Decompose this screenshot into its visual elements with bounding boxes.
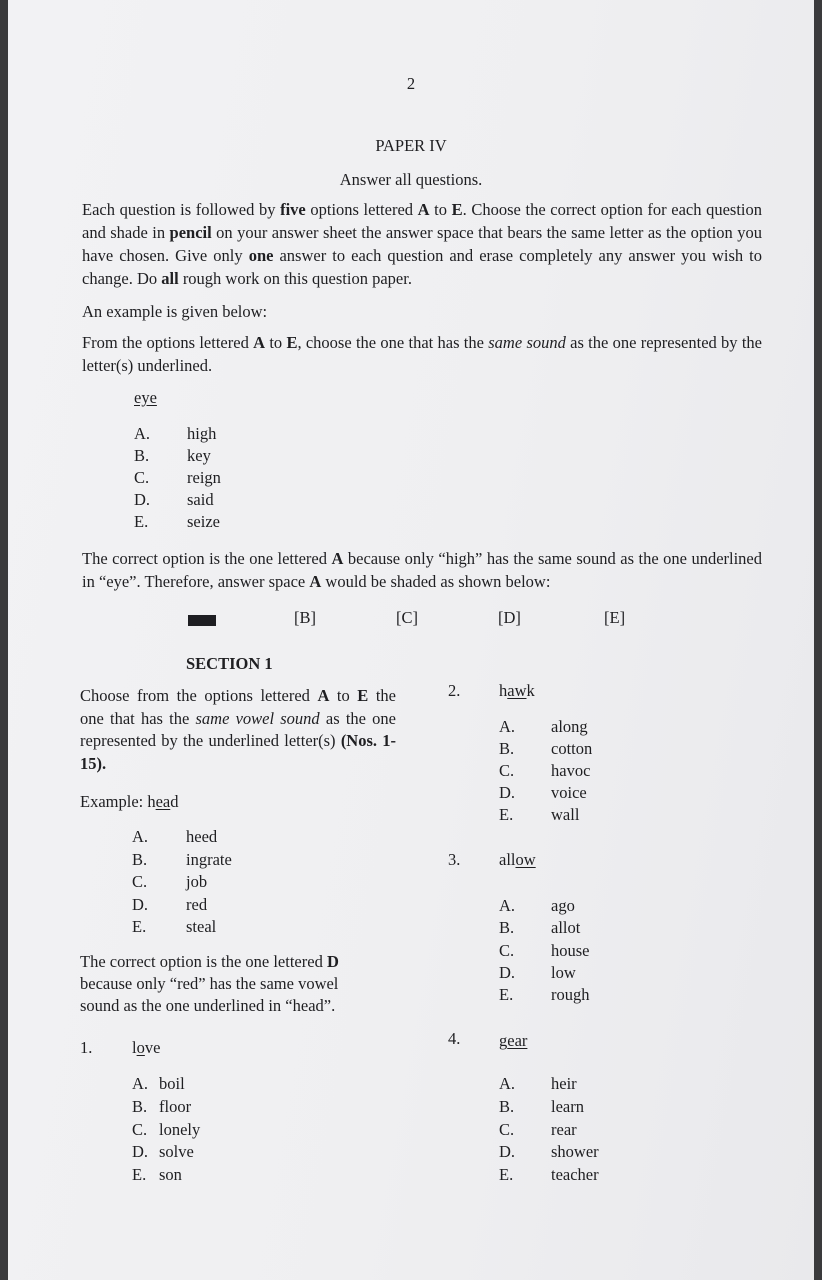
question-word: hawk (499, 681, 535, 700)
section-instruction: Choose from the options lettered A to E the one that has the same vowel sound as the one represented by the underlined letter(s) (Nos. 1-15). (80, 686, 397, 773)
example-instruction: From the options lettered A to E, choose the one that has the same sound as the one represented by the letter(s) underlined. (82, 333, 762, 375)
shaded-answer-a (188, 611, 216, 631)
question-number: 4. (448, 1029, 461, 1048)
question-word: love (132, 1038, 161, 1057)
question-number: 2. (448, 681, 461, 700)
question-number: 3. (448, 850, 461, 869)
instruction: Answer all questions. (339, 170, 483, 189)
exam-page: 2 PAPER IV Answer all questions. Each question is followed by five options lettered A to E. Choose the correct option for each question and shade in pencil on your answer sheet the answer space that bears the same letter as the option you have chosen. Give only one answer to each question and erase completely any answer you wish to change. Do all rough work on this question paper. An example is given below: From the options lettered A to E, choose the one that has the same sound as the one represented by the letter(s) underlined. eye A. high B. key C. reign D. said E. seize The correct option is the one lettered A because only “high” has the same sound as the one underlined in “eye”. Therefore, answer space A would be shaded as shown below: [B] [C] [D] [E] SECTION 1 Choose from the options lettered A to E the one that has the same vowel sound as the one represented by the underlined letter(s) (Nos. 1-15). Example: head A. heed B. ingrate C. job D. red E. steal The correct option is the one lettered D because only “red” has the same vowel sound as the one underlined in “head”. 1. love A. boil B. floor C. lonely D. solve E. son 2. hawk A. along B. cotton C. havoc D. voice E. wall 3. allow A. ago B. allot C. house D. low E. rough 4. gear A. heir B. learn C. rear D. shower E. teacher (8, 0, 814, 1280)
answer-space-d: [D] (498, 608, 521, 627)
section-title: SECTION 1 (186, 654, 273, 673)
example-explanation: The correct option is the one lettered A because only “high” has the same sound as the one underlined in “eye”. Therefore, answer space A would be shaded as shown below: (82, 549, 763, 591)
section-example-explanation: The correct option is the one lettered D because only “red” has the same vowel sound as the one underlined in “head”. (80, 952, 339, 1015)
intro-paragraph: Each question is followed by five options lettered A to E. Choose the correct option for each question and shade in pencil on your answer sheet the answer space that bears the same letter as the option you have chosen. Give only one answer to each question and erase completely any answer you wish to change. Do all rough work on this question paper. (82, 200, 763, 288)
answer-space-b: [B] (294, 608, 316, 627)
example-word: eye (134, 388, 157, 407)
paper-title: PAPER IV (375, 136, 447, 155)
answer-space-e: [E] (604, 608, 626, 627)
page-number: 2 (406, 74, 416, 93)
question-word: allow (499, 850, 536, 869)
section-example-word: Example: head (80, 792, 179, 811)
question-number: 1. (80, 1038, 93, 1057)
answer-space-c: [C] (396, 608, 418, 627)
example-intro: An example is given below: (82, 302, 268, 321)
question-word: gear (499, 1031, 528, 1050)
